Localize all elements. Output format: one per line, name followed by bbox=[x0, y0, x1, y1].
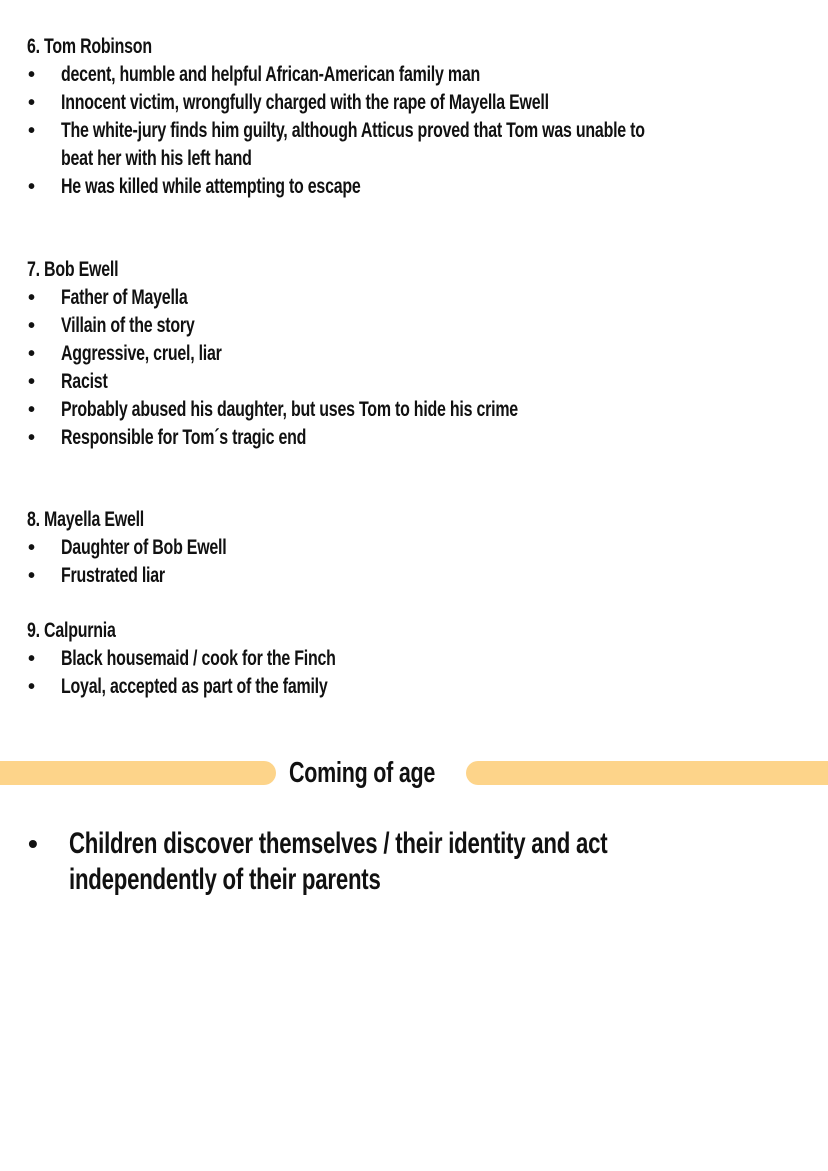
divider-bar-right bbox=[466, 761, 828, 785]
bullet-icon: • bbox=[28, 315, 36, 337]
list-item-text: Aggressive, cruel, liar bbox=[61, 342, 222, 365]
section-heading: 7. Bob Ewell bbox=[27, 258, 119, 281]
list-item-text: Probably abused his daughter, but uses Tom to hide his crime bbox=[61, 398, 518, 421]
list-item-text: The white-jury finds him guilty, although Atticus proved that Tom was unable to bbox=[61, 119, 645, 142]
theme-heading: Coming of age bbox=[289, 757, 436, 789]
bullet-icon: • bbox=[28, 92, 36, 114]
bullet-icon: • bbox=[28, 537, 36, 559]
bullet-icon: • bbox=[28, 676, 36, 698]
bullet-icon: • bbox=[28, 828, 38, 859]
theme-item-text: Children discover themselves / their identity and act bbox=[69, 827, 608, 860]
bullet-icon: • bbox=[28, 648, 36, 670]
section-heading: 6. Tom Robinson bbox=[27, 35, 152, 58]
section-heading: 8. Mayella Ewell bbox=[27, 508, 145, 531]
section-heading: 9. Calpurnia bbox=[27, 619, 116, 642]
list-item-text: Innocent victim, wrongfully charged with the rape of Mayella Ewell bbox=[61, 91, 549, 114]
bullet-icon: • bbox=[28, 371, 36, 393]
list-item-text: Villain of the story bbox=[61, 314, 195, 337]
bullet-icon: • bbox=[28, 565, 36, 587]
list-item-text: Frustrated liar bbox=[61, 564, 165, 587]
list-item-text: Black housemaid / cook for the Finch bbox=[61, 647, 336, 670]
theme-item-text: independently of their parents bbox=[69, 863, 381, 896]
bullet-icon: • bbox=[28, 399, 36, 421]
bullet-icon: • bbox=[28, 64, 36, 86]
list-item-text: Racist bbox=[61, 370, 108, 393]
bullet-icon: • bbox=[28, 427, 36, 449]
bullet-icon: • bbox=[28, 120, 36, 142]
list-item-text: Responsible for Tom´s tragic end bbox=[61, 426, 307, 449]
list-item-text: Father of Mayella bbox=[61, 286, 188, 309]
divider-bar-left bbox=[0, 761, 276, 785]
list-item-text: decent, humble and helpful African-American family man bbox=[61, 63, 480, 86]
bullet-icon: • bbox=[28, 343, 36, 365]
bullet-icon: • bbox=[28, 176, 36, 198]
bullet-icon: • bbox=[28, 287, 36, 309]
list-item-text: He was killed while attempting to escape bbox=[61, 175, 361, 198]
list-item-text: beat her with his left hand bbox=[61, 147, 252, 170]
list-item-text: Daughter of Bob Ewell bbox=[61, 536, 227, 559]
list-item-text: Loyal, accepted as part of the family bbox=[61, 675, 328, 698]
